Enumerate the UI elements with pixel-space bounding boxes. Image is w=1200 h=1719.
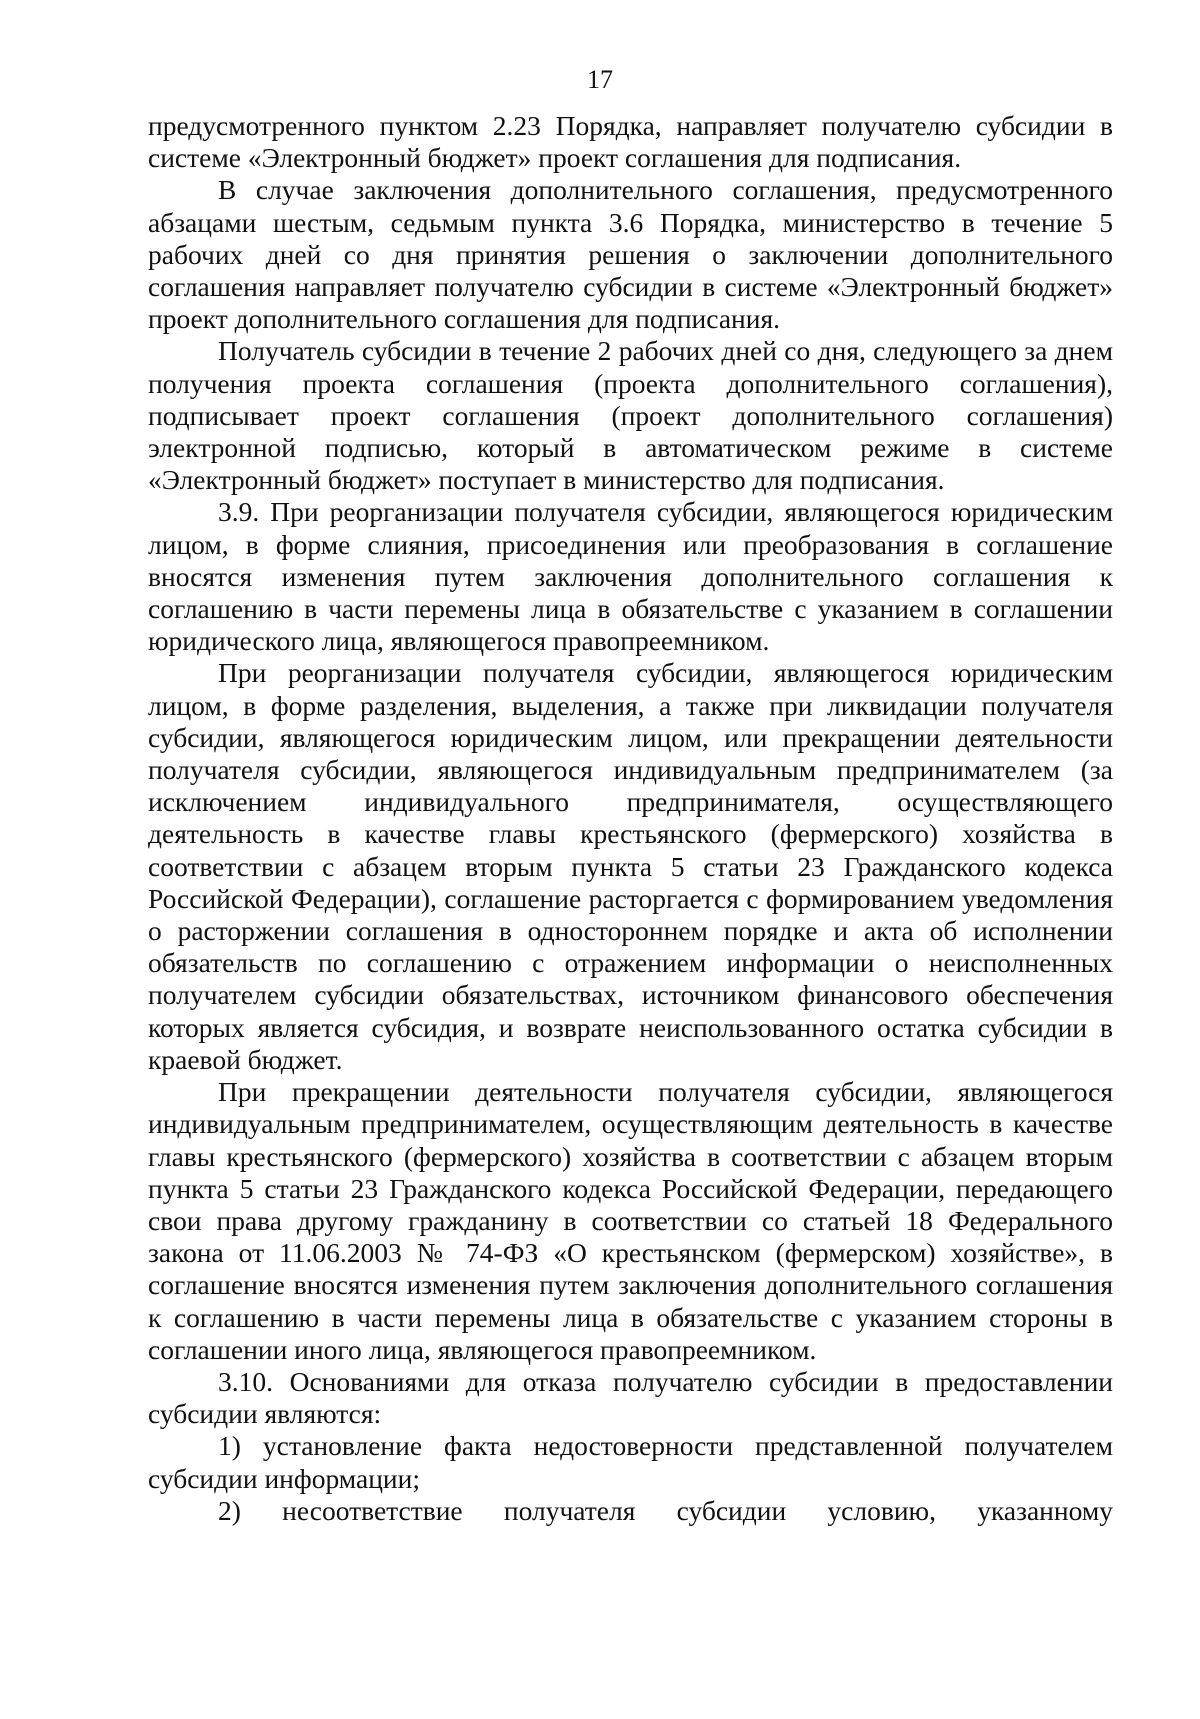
paragraph-3-10: 3.10. Основаниями для отказа получателю субсидии в предоставлении субсидии являются:: [148, 1365, 1113, 1430]
paragraph-farm-head-termination: При прекращении деятельности получателя субсидии, являющегося индивидуальным предпринимателем, осуществляющим деятельность в качестве главы крестьянского (фермерского) хозяйства в соответствии с абзацем вторым пункта 5 статьи 23 Гражданского кодекса Российской Федерации, передающего свои права другому гражданину в соответствии со статьей 18 Федерального закона от 11.06.2003 № 74-ФЗ «О крестьянском (фермерском) хозяйстве», в соглашение вносятся изменения путем заключения дополнительного соглашения к соглашению в части перемены лица в обязательстве с указанием стороны в соглашении иного лица, являющегося правопреемником.: [148, 1076, 1113, 1365]
list-item-2: 2) несоответствие получателя субсидии условию, указанному: [218, 1494, 1113, 1526]
paragraph-1-continuation: предусмотренного пунктом 2.23 Порядка, направляет получателю субсидии в системе «Электронный бюджет» проект соглашения для подписания.: [148, 110, 1113, 174]
paragraph-signing: Получатель субсидии в течение 2 рабочих дней со дня, следующего за днем получения проекта соглашения (проекта дополнительного соглашения), подписывает проект соглашения (проект дополнительного соглашения) электронной подписью, который в автоматическом режиме в системе «Электронный бюджет» поступает в министерство для подписания.: [148, 335, 1113, 496]
list-item-1: 1) установление факта недостоверности представленной получателем субсидии информации;: [148, 1430, 1113, 1494]
document-body: [148, 110, 1113, 1527]
paragraph-reorganization-termination: При реорганизации получателя субсидии, являющегося юридическим лицом, в форме разделения, выделения, а также при ликвидации получателя субсидии, являющегося юридическим лицом, или прекращении деятельности получателя субсидии, являющегося индивидуальным предпринимателем (за исключением индивидуального предпринимателя, осуществляющего деятельность в качестве главы крестьянского (фермерского) хозяйства в соответствии с абзацем вторым пункта 5 статьи 23 Гражданского кодекса Российской Федерации), соглашение расторгается с формированием уведомления о расторжении соглашения в одностороннем порядке и акта об исполнении обязательств по соглашению с отражением информации о неисполненных получателем субсидии обязательствах, источником финансового обеспечения которых является субсидия, и возврате неиспользованного остатка субсидии в краевой бюджет.: [148, 657, 1113, 1075]
page-number: 17: [587, 65, 613, 94]
paragraph-3-9: 3.9. При реорганизации получателя субсидии, являющегося юридическим лицом, в форме слияния, присоединения или преобразования в соглашение вносятся изменения путем заключения дополнительного соглашения к соглашению в части перемены лица в обязательстве с указанием в соглашении юридического лица, являющегося правопреемником.: [148, 496, 1113, 657]
paragraph-additional-agreement: В случае заключения дополнительного соглашения, предусмотренного абзацами шестым, седьмым пункта 3.6 Порядка, министерство в течение 5 рабочих дней со дня принятия решения о заключении дополнительного соглашения направляет получателю субсидии в системе «Электронный бюджет» проект дополнительного соглашения для подписания.: [148, 174, 1113, 335]
